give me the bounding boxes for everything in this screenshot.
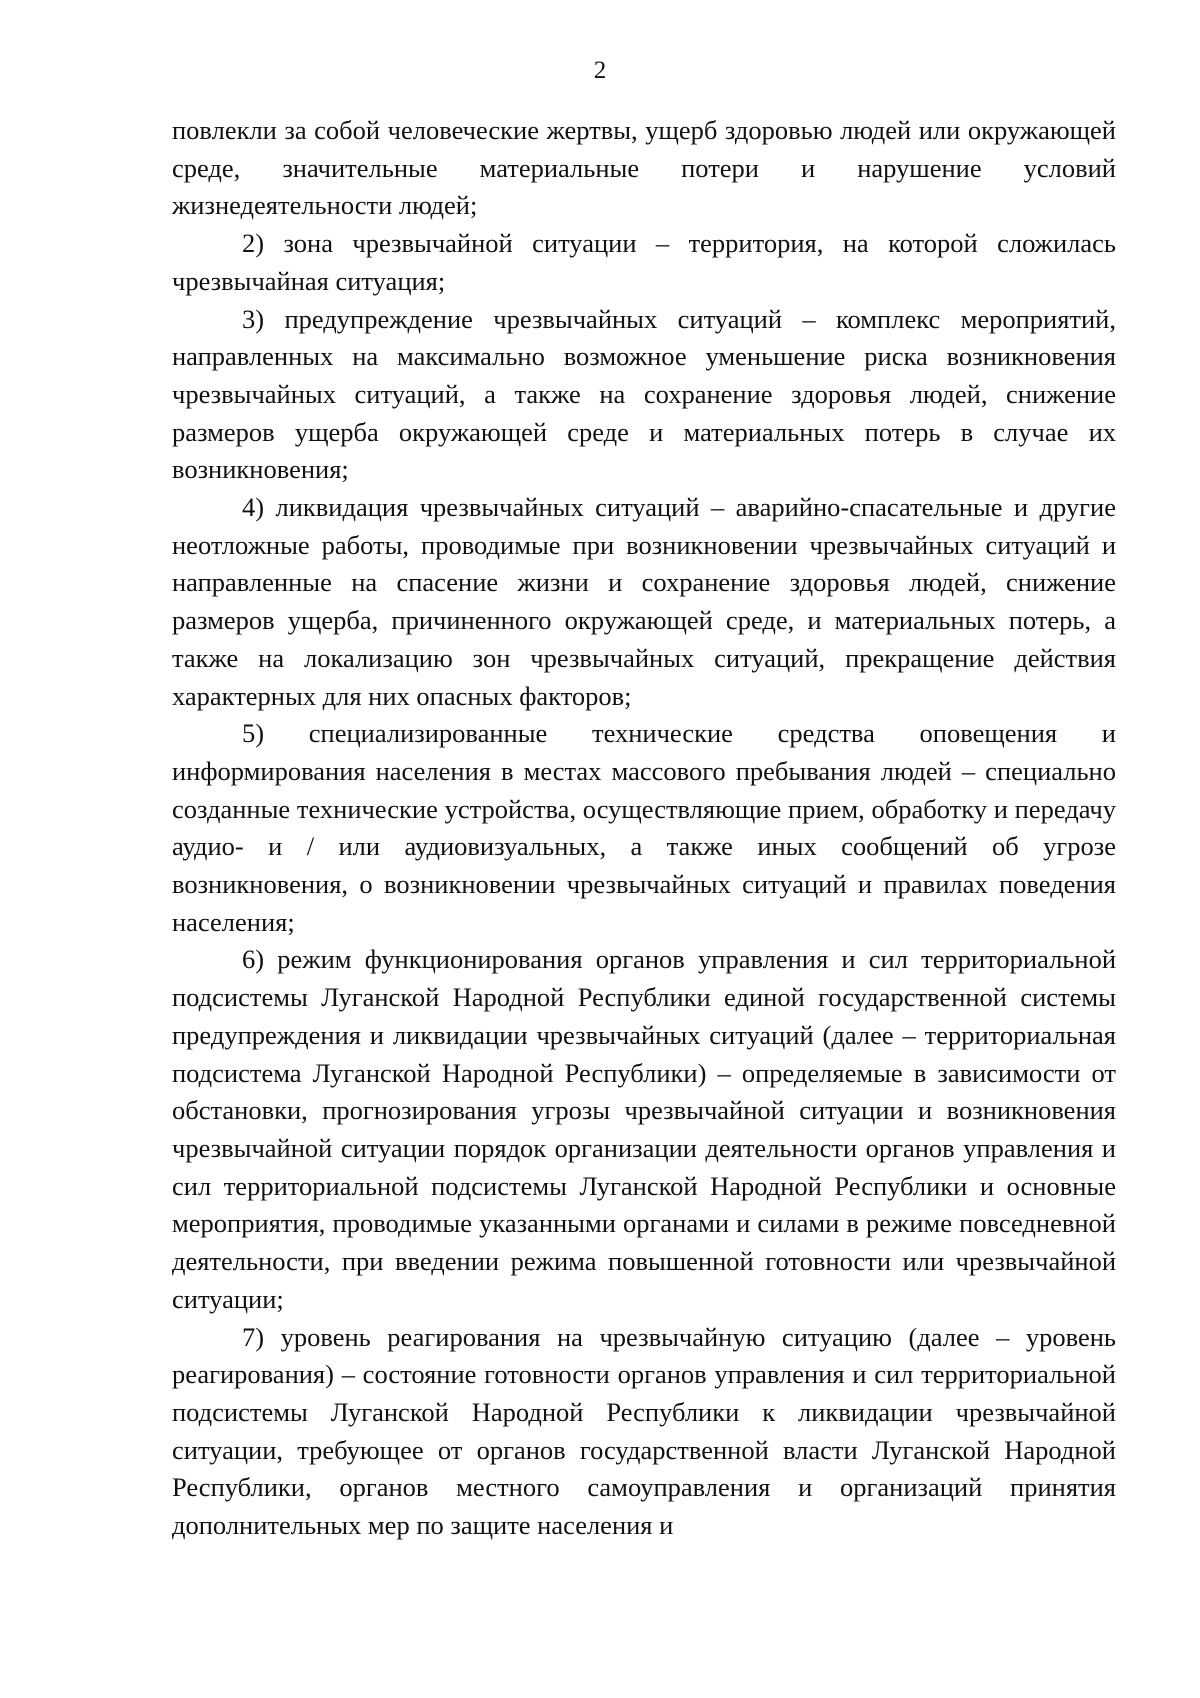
paragraph-item-3: 3) предупреждение чрезвычайных ситуаций – комплекс мероприятий, направленных на максимально возможное уменьшение риска возникновения чрезвычайных ситуаций, а также на сохранение здоровья людей, снижение размеров ущерба окружающей среде и материальных потерь в случае их возникновения; xyxy=(172,303,1116,485)
paragraph-item-2: 2) зона чрезвычайной ситуации – территория, на которой сложилась чрезвычайная ситуация; xyxy=(172,228,1116,296)
document-body xyxy=(172,112,1116,1545)
paragraph-item-4: 4) ликвидация чрезвычайных ситуаций – аварийно-спасательные и другие неотложные работы, проводимые при возникновении чрезвычайных ситуаций и направленные на спасение жизни и сохранение здоровья людей, снижение размеров ущерба, причиненного окружающей среде, и материальных потерь, а также на локализацию зон чрезвычайных ситуаций, прекращение действия характерных для них опасных факторов; xyxy=(172,492,1116,711)
paragraph-item-5: 5) специализированные технические средства оповещения и информирования населения в местах массового пребывания людей – специально созданные технические устройства, осуществляющие прием, обработку и передачу аудио- и / или аудиовизуальных, а также иных сообщений об угрозе возникновения, о возникновении чрезвычайных ситуаций и правилах поведения населения; xyxy=(172,718,1116,937)
paragraph-item-6: 6) режим функционирования органов управления и сил территориальной подсистемы Луганской Народной Республики единой государственной системы предупреждения и ликвидации чрезвычайных ситуаций (далее – территориальная подсистема Луганской Народной Республики) – определяемые в зависимости от обстановки, прогнозирования угрозы чрезвычайной ситуации и возникновения чрезвычайной ситуации порядок организации деятельности органов управления и сил территориальной подсистемы Луганской Народной Республики и основные мероприятия, проводимые указанными органами и силами в режиме повседневной деятельности, при введении режима повышенной готовности или чрезвычайной ситуации; xyxy=(172,944,1116,1314)
paragraph-continuation: повлекли за собой человеческие жертвы, ущерб здоровью людей или окружающей среде, значительные материальные потери и нарушение условий жизнедеятельности людей; xyxy=(172,115,1116,221)
paragraph-item-7: 7) уровень реагирования на чрезвычайную ситуацию (далее – уровень реагирования) – состояние готовности органов управления и сил территориальной подсистемы Луганской Народной Республики к ликвидации чрезвычайной ситуации, требующее от органов государственной власти Луганской Народной Республики, органов местного самоуправления и организаций принятия дополнительных мер по защите населения и xyxy=(172,1321,1116,1541)
page-number: 2 xyxy=(593,57,607,84)
